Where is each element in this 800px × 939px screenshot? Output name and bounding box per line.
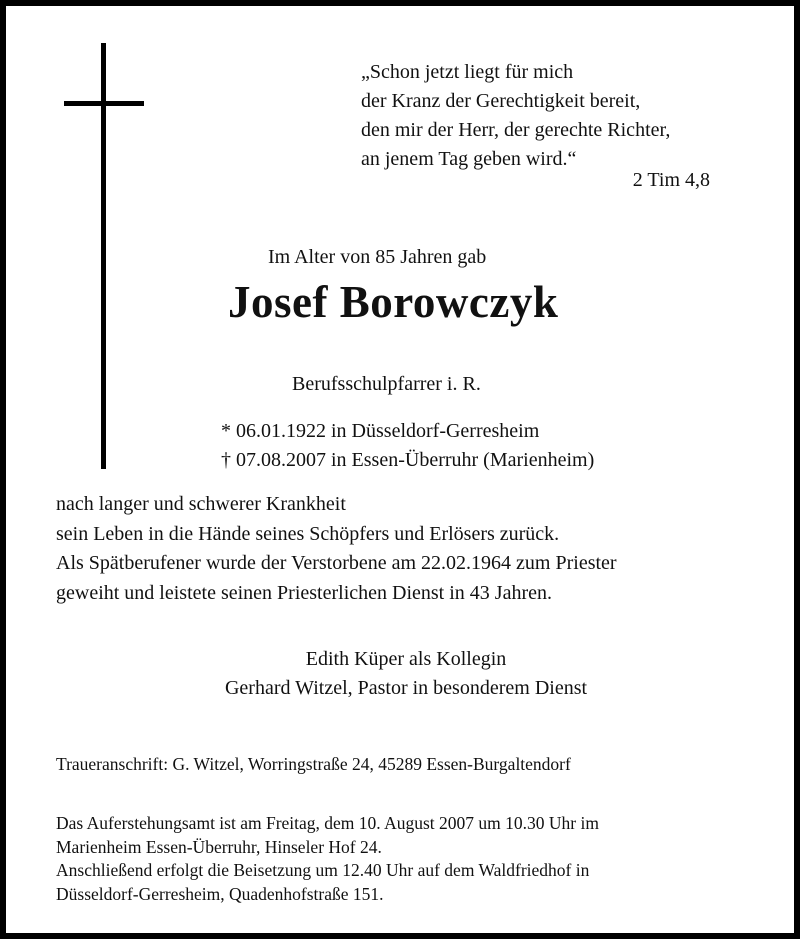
deceased-title: Berufsschulpfarrer i. R. — [292, 373, 481, 395]
obituary-body — [56, 490, 617, 608]
quote-reference: 2 Tim 4,8 — [632, 169, 710, 191]
body-line: Als Spätberufener wurde der Verstorbene am 22.02.1964 zum Priester — [56, 552, 617, 574]
bible-quote — [361, 58, 670, 174]
service-line: Düsseldorf-Gerresheim, Quadenhofstraße 151. — [56, 883, 384, 904]
signatory-2: Gerhard Witzel, Pastor in besonderem Dienst — [224, 677, 588, 699]
body-line: sein Leben in die Hände seines Schöpfers und Erlösers zurück. — [56, 522, 560, 545]
quote-line: der Kranz der Gerechtigkeit bereit, — [361, 90, 641, 112]
quote-line: den mir der Herr, der gerechte Richter, — [361, 119, 671, 141]
signatory-1: Edith Küper als Kollegin — [305, 648, 507, 670]
quote-line: an jenem Tag geben wird.“ — [361, 148, 577, 170]
deceased-name: Josef Borowczyk — [228, 277, 559, 327]
intro-text: Im Alter von 85 Jahren gab — [268, 246, 487, 268]
body-line: nach langer und schwerer Krankheit — [56, 493, 346, 515]
cross-horizontal-bar — [64, 101, 144, 106]
quote-line: „Schon jetzt liegt für mich — [361, 61, 574, 83]
birth-info: * 06.01.1922 in Düsseldorf-Gerresheim — [221, 420, 540, 442]
death-info: † 07.08.2007 in Essen-Überruhr (Marienheim) — [221, 449, 595, 471]
cross-vertical-bar — [101, 43, 106, 469]
service-line: Das Auferstehungsamt ist am Freitag, dem 10. August 2007 um 10.30 Uhr im — [56, 813, 599, 833]
service-line: Anschließend erfolgt die Beisetzung um 12.40 Uhr auf dem Waldfriedhof in — [56, 860, 590, 880]
funeral-service-info — [56, 812, 599, 906]
mourning-address: Traueranschrift: G. Witzel, Worringstraße 24, 45289 Essen-Burgaltendorf — [56, 754, 571, 774]
service-line: Marienheim Essen-Überruhr, Hinseler Hof 24. — [56, 836, 382, 857]
body-line: geweiht und leistete seinen Priesterlichen Dienst in 43 Jahren. — [56, 581, 552, 604]
